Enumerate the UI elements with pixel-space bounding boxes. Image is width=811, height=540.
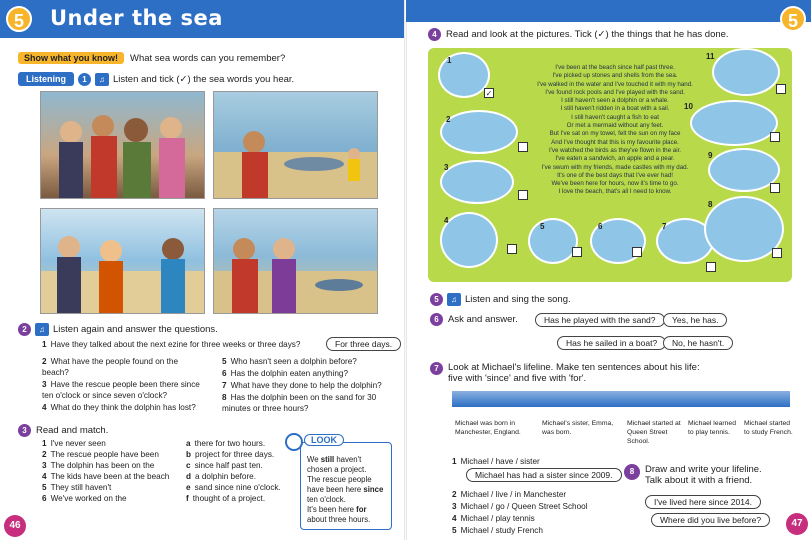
tick-box-10[interactable] xyxy=(770,132,780,142)
match-item: 3 The dolphin has been on the xyxy=(42,461,155,470)
lifeline-year: 2014 xyxy=(688,407,704,414)
poem-text: I've been at the beach since half past three. I've picked up stones and shells from the sea. I've walked in the water and I've touched it with my hand. I've found rock pools and I've played with the sand. I still haven't seen a dolphin or a whale. I still haven't ridden in a boat with a sail. I still haven't caught a fish to eat Or met a mermaid without any feet. But I've sat on my towel, felt the sun on my face And I've thought that this is my favourite place. I've watched the birds as they've flown in the air. I've eaten a sandwich, an apple and a pear. I've swum with my friends, made castles with my dad. It's one of the best days that I've ever had! We've been here for hours, now it's time to go. I love the beach, that's all I need to know. xyxy=(537,64,693,196)
tick-box-11[interactable] xyxy=(776,84,786,94)
audio-icon[interactable]: ♫ xyxy=(35,323,49,336)
picture-number: 2 xyxy=(446,115,451,124)
question-bubble-2: Has he sailed in a boat? xyxy=(557,336,666,350)
beach-rescue-illustration xyxy=(214,92,378,199)
listening-tab: Listening xyxy=(18,72,74,86)
match-item: d a dolphin before. xyxy=(186,472,257,481)
exercise-3-instruction: Read and match. xyxy=(36,425,109,436)
exercise-number: 5 xyxy=(430,293,443,306)
tick-box-3[interactable] xyxy=(518,190,528,200)
tick-box-4[interactable] xyxy=(507,244,517,254)
page-number-left: 46 xyxy=(4,515,26,537)
story-picture-4 xyxy=(213,208,378,314)
exercise-2-instruction: Listen again and answer the questions. xyxy=(53,324,218,335)
exercise-6-instruction: Ask and answer. xyxy=(448,314,518,325)
exercise-5-heading xyxy=(430,293,571,306)
tick-box-9[interactable] xyxy=(770,183,780,193)
exercise-number: 7 xyxy=(430,362,443,375)
lifeline-prompt-1: 1 Michael / have / sister xyxy=(452,457,540,466)
picture-number: 5 xyxy=(540,222,545,231)
exercise-number: 8 xyxy=(624,464,640,480)
audio-icon[interactable]: ♫ xyxy=(95,73,109,86)
tick-box-7[interactable] xyxy=(706,262,716,272)
speech-bubble-1: I've lived here since 2014. xyxy=(645,495,761,509)
picture-number: 7 xyxy=(662,222,667,231)
story-picture-2 xyxy=(213,91,378,199)
lifeline-year: 2015 xyxy=(744,407,760,414)
exercise-number: 2 xyxy=(18,323,31,336)
story-picture-1 xyxy=(40,91,205,199)
dolphin-rescue-illustration xyxy=(214,209,378,314)
unit-number-badge: 5 xyxy=(6,6,32,32)
match-item: c since half past ten. xyxy=(186,461,263,470)
match-item: 2 The rescue people have been xyxy=(42,450,159,459)
lifeline-prompt-3: 3 Michael / go / Queen Street School xyxy=(452,502,588,511)
show-what-tag: Show what you know! xyxy=(18,52,124,64)
example-answer-bubble: For three days. xyxy=(326,337,401,351)
exercise-3-heading xyxy=(18,424,108,437)
match-item: 4 The kids have been at the beach xyxy=(42,472,170,481)
exercise-number: 3 xyxy=(18,424,31,437)
poem-picture-2 xyxy=(440,110,518,154)
tick-box-1[interactable]: ✓ xyxy=(485,89,493,98)
look-tag: LOOK xyxy=(304,434,344,446)
exercise-8-instruction-1: Draw and write your lifeline. xyxy=(645,464,762,475)
picture-number: 11 xyxy=(706,52,715,61)
exercise-7-heading xyxy=(430,362,700,384)
question-2: 2 What have the people found on the beach? xyxy=(42,357,179,377)
lifeline-year: 2009 xyxy=(542,407,558,414)
exercise-number: 1 xyxy=(78,73,91,86)
unit-number-badge-right: 5 xyxy=(780,6,806,32)
lifeline-year: 2006 xyxy=(455,407,471,414)
poem-picture-5 xyxy=(528,218,578,264)
exercise-4-heading xyxy=(428,28,729,41)
exercise-7-instruction-1: Look at Michael's lifeline. Make ten sentences about his life: xyxy=(448,362,700,373)
audio-icon[interactable]: ♫ xyxy=(447,293,461,306)
show-what-row xyxy=(18,52,285,64)
lifeline-year: 2012 xyxy=(627,407,643,414)
exercise-number: 6 xyxy=(430,313,443,326)
match-left-list xyxy=(42,438,182,504)
match-item: e sand since nine o'clock. xyxy=(186,483,281,492)
question-3: 3 Have the rescue people been there since ten o'clock or since seven o'clock? xyxy=(42,380,200,400)
lifeline-bar xyxy=(452,391,790,407)
poem-picture-3 xyxy=(440,160,514,204)
exercise-8-heading xyxy=(624,464,762,486)
picture-number: 8 xyxy=(708,200,713,209)
match-item: b project for three days. xyxy=(186,450,275,459)
poem-picture-1 xyxy=(438,52,490,98)
question-7: 7 What have they done to help the dolphin? xyxy=(222,381,382,390)
listening-row xyxy=(18,72,294,86)
question-8: 8 Has the dolphin been on the sand for 30 minutes or three hours? xyxy=(222,393,377,413)
question-6: 6 Has the dolphin eaten anything? xyxy=(222,369,349,378)
question-5: 5 Who hasn't seen a dolphin before? xyxy=(222,357,357,366)
exercise-4-instruction: Read and look at the pictures. Tick (✓) the things that he has done. xyxy=(446,29,729,40)
picture-number: 10 xyxy=(684,102,693,111)
answer-bubble-1: Yes, he has. xyxy=(663,313,727,327)
match-item: f thought of a project. xyxy=(186,494,266,503)
match-item: a there for two hours. xyxy=(186,439,266,448)
lifeline-event: Michael's sister, Emma, was born. xyxy=(542,420,614,436)
answer-bubble-2: No, he hasn't. xyxy=(663,336,733,350)
poem-picture-4 xyxy=(440,212,498,268)
picture-number: 4 xyxy=(444,216,449,225)
exercise-2-heading xyxy=(18,323,218,336)
magnifier-icon xyxy=(285,433,303,451)
exercise-7-instruction-2: five with 'since' and five with 'for'. xyxy=(448,373,587,384)
kids-on-beach-illustration xyxy=(41,209,205,314)
poem-picture-10 xyxy=(690,100,778,146)
lifeline-prompt-4: 4 Michael / play tennis xyxy=(452,514,535,523)
question-4: 4 What do they think the dolphin has lost? xyxy=(42,403,196,412)
lifeline-event: Michael learned to play tennis. xyxy=(688,420,736,436)
example-sentence-bubble: Michael has had a sister since 2009. xyxy=(466,468,622,482)
exercise-number: 4 xyxy=(428,28,441,41)
lifeline-prompt-2: 2 Michael / live / in Manchester xyxy=(452,490,567,499)
look-grammar-box: We still haven't chosen a project. The rescue people have been here since ten o'clock. It's been here for about three hours. xyxy=(300,442,392,530)
tick-box-5[interactable] xyxy=(572,247,582,257)
tick-box-8[interactable] xyxy=(772,248,782,258)
lifeline-event: Michael started to study French. xyxy=(744,420,793,436)
unit-title: Under the sea xyxy=(50,6,223,30)
picture-number: 1 xyxy=(447,56,452,65)
listening-instruction: Listen and tick (✓) the sea words you hear. xyxy=(113,73,295,85)
lifeline-prompt-5: 5 Michael / study French xyxy=(452,526,543,535)
question-1: 1 Have they talked about the next ezine for three weeks or three days? xyxy=(42,340,301,349)
show-what-text: What sea words can you remember? xyxy=(130,52,286,64)
poem-picture-11 xyxy=(712,48,780,96)
page-spine xyxy=(404,0,407,540)
match-item: 5 They still haven't xyxy=(42,483,112,492)
right-header-band xyxy=(406,0,811,22)
lifeline-event: Michael was born in Manchester, England. xyxy=(455,420,521,436)
story-picture-3 xyxy=(40,208,205,314)
tick-box-2[interactable] xyxy=(518,142,528,152)
lifeline-event: Michael started at Queen Street School. xyxy=(627,420,681,445)
exercise-5-instruction: Listen and sing the song. xyxy=(465,294,571,305)
people-group-illustration xyxy=(41,92,205,199)
speech-bubble-2: Where did you live before? xyxy=(651,513,770,527)
question-bubble-1: Has he played with the sand? xyxy=(535,313,665,327)
exercise-6-heading xyxy=(430,313,518,326)
match-right-list xyxy=(186,438,286,504)
exercise-8-instruction-2: Talk about it with a friend. xyxy=(645,475,753,486)
picture-number: 6 xyxy=(598,222,603,231)
match-item: 6 We've worked on the xyxy=(42,494,127,503)
page-number-right: 47 xyxy=(786,513,808,535)
tick-box-6[interactable] xyxy=(632,247,642,257)
lifeline-year-strip xyxy=(452,406,790,417)
match-item: 1 I've never seen xyxy=(42,439,106,448)
picture-number: 3 xyxy=(444,163,449,172)
picture-number: 9 xyxy=(708,151,713,160)
